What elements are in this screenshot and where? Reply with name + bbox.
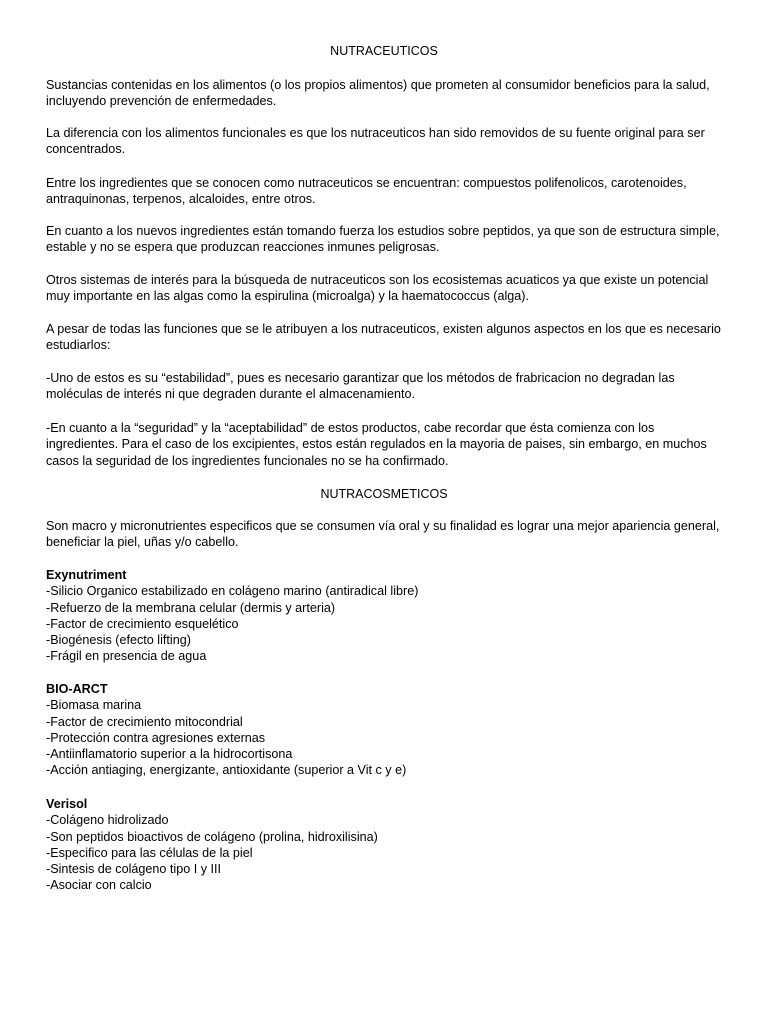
paragraph-other-systems: Otros sistemas de interés para la búsqueda de nutraceuticos son los ecosistemas acuaticos ya que existe un potencial muy importante en las algas como la espirulina (microalga) y la haematococcus (alga). [46, 273, 709, 304]
paragraph-safety: -En cuanto a la “seguridad” y la “aceptabilidad” de estos productos, cabe recordar que ésta comienza con los ingredientes. Para el caso de los excipientes, estos están regulados en la mayoria de paises, sin embargo, en muchos casos la seguridad de los ingredientes funcionales no se ha confirmado. [46, 421, 707, 468]
list-item: -Frágil en presencia de agua [46, 649, 207, 664]
product-feature-list [46, 697, 726, 778]
product-feature-list [46, 812, 726, 893]
list-item: -Biomasa marina [46, 698, 142, 713]
list-item: -Asociar con calcio [46, 878, 152, 893]
product-group-exynutriment [46, 567, 726, 665]
paragraph-new-ingredients: En cuanto a los nuevos ingredientes están tomando fuerza los estudios sobre peptidos, ya que son de estructura simple, estable y no se espera que produzcan reacciones inmunes peligrosas. [46, 224, 720, 255]
list-item: -Factor de crecimiento esquelético [46, 616, 239, 631]
product-title: Exynutriment [46, 568, 127, 582]
product-feature-list [46, 583, 726, 664]
paragraph-stability: -Uno de estos es su “estabilidad”, pues es necesario garantizar que los métodos de frabricacion no degradan las moléculas de interés ni que degraden durante el almacenamiento. [46, 371, 675, 402]
section-title-nutracosmeticos: NUTRACOSMETICOS [320, 487, 448, 501]
list-item: -Silicio Organico estabilizado en colágeno marino (antiradical libre) [46, 584, 419, 599]
paragraph-ingredients: Entre los ingredientes que se conocen como nutraceuticos se encuentran: compuestos polifenolicos, carotenoides, antraquinonas, terpenos, alcaloides, entre otros. [46, 176, 687, 207]
list-item: -Biogénesis (efecto lifting) [46, 633, 191, 648]
list-item: -Protección contra agresiones externas [46, 730, 266, 745]
list-item: -Sintesis de colágeno tipo I y III [46, 862, 222, 877]
list-item: -Acción antiaging, energizante, antioxidante (superior a Vit c y e) [46, 763, 407, 778]
list-item: -Factor de crecimiento mitocondrial [46, 714, 243, 729]
paragraph-nutracosmeticos-definition: Son macro y micronutrientes especificos que se consumen vía oral y su finalidad es lograr una mejor apariencia general, beneficiar la piel, uñas y/o cabello. [46, 519, 720, 550]
list-item: -Colágeno hidrolizado [46, 813, 169, 828]
product-title: BIO-ARCT [46, 682, 108, 696]
list-item: -Refuerzo de la membrana celular (dermis y arteria) [46, 600, 336, 615]
product-title: Verisol [46, 797, 88, 811]
paragraph-aspects: A pesar de todas las funciones que se le atribuyen a los nutraceuticos, existen algunos aspectos en los que es necesario estudiarlos: [46, 322, 721, 353]
list-item: -Son peptidos bioactivos de colágeno (prolina, hidroxilisina) [46, 829, 378, 844]
paragraph-difference: La diferencia con los alimentos funcionales es que los nutraceuticos han sido removidos de su fuente original para ser concentrados. [46, 126, 705, 157]
paragraph-definition: Sustancias contenidas en los alimentos (o los propios alimentos) que prometen al consumidor beneficios para la salud, incluyendo prevención de enfermedades. [46, 78, 710, 109]
product-group-verisol [46, 796, 726, 894]
list-item: -Antiinflamatorio superior a la hidrocortisona [46, 747, 293, 762]
list-item: -Especifico para las células de la piel [46, 845, 253, 860]
section-title-nutraceuticos: NUTRACEUTICOS [330, 44, 438, 58]
product-group-bio-arct [46, 681, 726, 779]
